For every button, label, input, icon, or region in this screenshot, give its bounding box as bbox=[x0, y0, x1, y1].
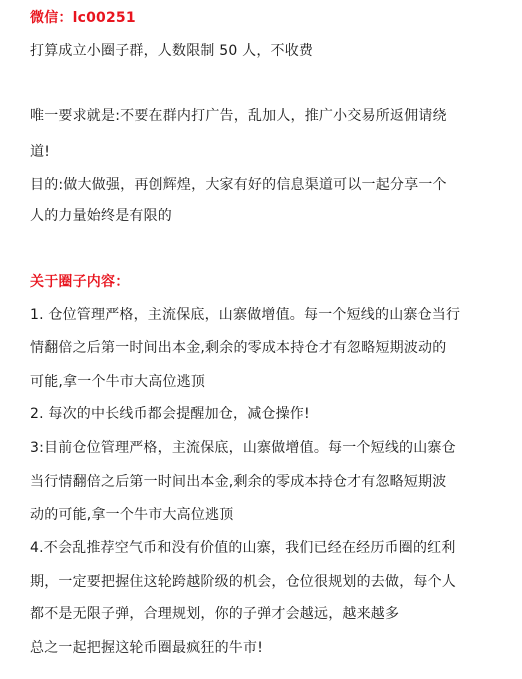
item-4-line-1: 4.不会乱推荐空气币和没有价值的山寨，我们已经在经历币圈的红利 bbox=[30, 540, 456, 556]
item-1-line-3: 可能,拿一个牛市大高位逃顶 bbox=[30, 374, 206, 390]
requirement-line-1: 唯一要求就是:不要在群内打广告，乱加人，推广小交易所返佣请绕 bbox=[30, 108, 447, 124]
purpose-line-1: 目的:做大做强，再创辉煌，大家有好的信息渠道可以一起分享一个 bbox=[30, 177, 447, 193]
item-3-line-3: 动的可能,拿一个牛市大高位逃顶 bbox=[30, 507, 234, 523]
intro-line: 打算成立小圈子群，人数限制 50 人，不收费 bbox=[30, 43, 314, 59]
item-4-line-2: 期，一定要把握住这轮跨越阶级的机会，仓位很规划的去做，每个人 bbox=[30, 574, 456, 590]
closing-line: 总之一起把握这轮币圈最疯狂的牛市! bbox=[30, 640, 264, 656]
item-4-line-3: 都不是无限子弹，合理规划，你的子弹才会越远，越来越多 bbox=[30, 606, 400, 622]
item-1-line-1: 1. 仓位管理严格，主流保底，山寨做增值。每一个短线的山寨仓当行 bbox=[30, 307, 461, 323]
item-3-line-2: 当行情翻倍之后第一时间出本金,剩余的零成本持仓才有忽略短期波 bbox=[30, 474, 447, 490]
item-3-line-1: 3:目前仓位管理严格，主流保底，山寨做增值。每一个短线的山寨仓 bbox=[30, 440, 456, 456]
purpose-line-2: 人的力量始终是有限的 bbox=[30, 208, 172, 224]
item-1-line-2: 情翻倍之后第一时间出本金,剩余的零成本持仓才有忽略短期波动的 bbox=[30, 340, 447, 356]
item-2-line-1: 2. 每次的中长线币都会提醒加仓，减仓操作! bbox=[30, 406, 310, 422]
wechat-contact: 微信：lc00251 bbox=[30, 10, 136, 26]
section-title: 关于圈子内容： bbox=[30, 274, 130, 290]
requirement-line-2: 道! bbox=[30, 144, 51, 160]
